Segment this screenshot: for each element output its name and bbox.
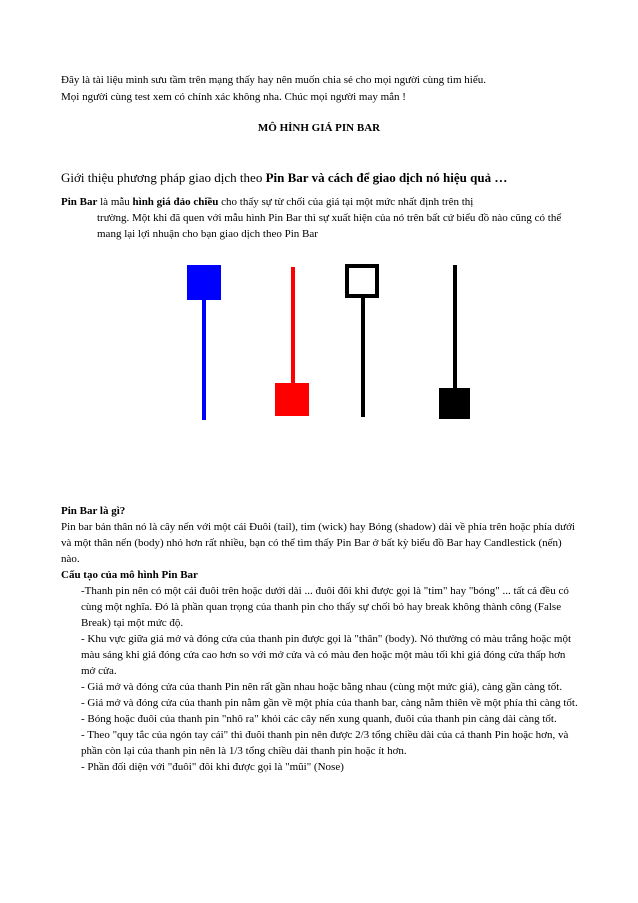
page-title: MÔ HÌNH GIÁ PIN BAR	[257, 122, 381, 134]
red-pin-bar-candle	[275, 267, 309, 416]
definition-term: Pin Bar	[61, 196, 98, 208]
list-item: - Giá mở và đóng cửa của thanh pin nằm gần về một phía của thanh bar, càng nằm thiên về một phía thì càng tốt.	[81, 697, 578, 709]
definition-emphasis: hình giá đảo chiều	[132, 196, 219, 208]
list-item: - Bóng hoặc đuôi của thanh pin "nhô ra" khỏi các cây nến xung quanh, đuôi của thanh pin càng dài càng tốt.	[81, 713, 557, 725]
subtitle-bold: Pin Bar và cách để giao dịch nó hiệu quả …	[265, 170, 508, 185]
list-item: - Phần đối diện với "đuôi" đôi khi được gọi là "mũi" (Nose)	[81, 761, 344, 773]
what-is-text: Pin bar bản thân nó là cây nến với một cái Đuôi (tail), tim (wick) hay Bóng (shadow) dài về phía trên hoặc phía dưới và một thân nến (body) nhỏ hơn rất nhiều, bạn có thể tìm thấy Pin Bar ở bất kỳ biểu đồ Bar hay Candlestick (nến) nào.	[61, 521, 575, 565]
list-item: -Thanh pin nên có một cái đuôi trên hoặc dưới dài ... đuôi đôi khi được gọi là "tim" hay "bóng" ... tất cả đều có cùng một nghĩa. Đó là phần quan trọng của thanh pin cho thấy sự chối bỏ hay break không thành công (False Break) tại một mức độ.	[81, 585, 569, 629]
what-is-heading: Pin Bar là gì?	[61, 505, 126, 517]
intro-line-1: Đây là tài liệu mình sưu tầm trên mạng thấy hay nên muốn chia sẻ cho mọi người cùng tìm hiểu.	[61, 74, 486, 86]
definition-first-line	[61, 194, 581, 210]
subtitle-prefix: Giới thiệu phương pháp giao dịch theo	[61, 170, 266, 185]
definition-text-1: là mẫu	[97, 196, 133, 208]
blue-pin-bar-candle	[187, 265, 221, 420]
structure-list	[61, 583, 581, 775]
black-pin-bar-candle	[439, 265, 470, 419]
hollow-pin-bar-candle	[347, 266, 377, 417]
structure-heading: Cấu tạo của mô hình Pin Bar	[61, 569, 198, 581]
definition-rest: trường. Một khi đã quen với mẫu hình Pin Bar thì sự xuất hiện của nó trên bất cứ biểu đồ nào cũng có thể mang lại lợi nhuận cho bạn giao dịch theo Pin Bar	[97, 212, 562, 240]
definition-paragraph	[61, 194, 581, 242]
definition-text-2: cho thấy sự từ chối của giá tại một mức nhất định trên thị	[218, 196, 474, 208]
list-item: - Theo "quy tắc của ngón tay cái" thì đuôi thanh pin nên được 2/3 tổng chiều dài của cả thanh Pin hoặc hơn, và phần còn lại của thanh pin nên là 1/3 tổng chiều dài thanh pin hoặc ít hơn.	[81, 729, 569, 757]
pin-bar-explanation	[61, 503, 581, 775]
pin-bar-illustration	[176, 258, 476, 428]
intro-paragraph	[61, 72, 601, 106]
intro-line-2: Mọi người cùng test xem có chính xác không nha. Chúc mọi người may mắn !	[61, 91, 406, 103]
subtitle	[61, 170, 621, 186]
list-item: - Khu vực giữa giá mở và đóng cửa của thanh pin được gọi là "thân" (body). Nó thường có màu trắng hoặc một màu sáng khi giá đóng cửa cao hơn so với mở cửa và có màu đen hoặc một màu tối khi giá đóng cửa thấp hơn mở cửa.	[81, 633, 572, 677]
list-item: - Giá mở và đóng cửa của thanh Pin nên rất gần nhau hoặc bằng nhau (cùng một mức giá), càng gần càng tốt.	[81, 681, 563, 693]
